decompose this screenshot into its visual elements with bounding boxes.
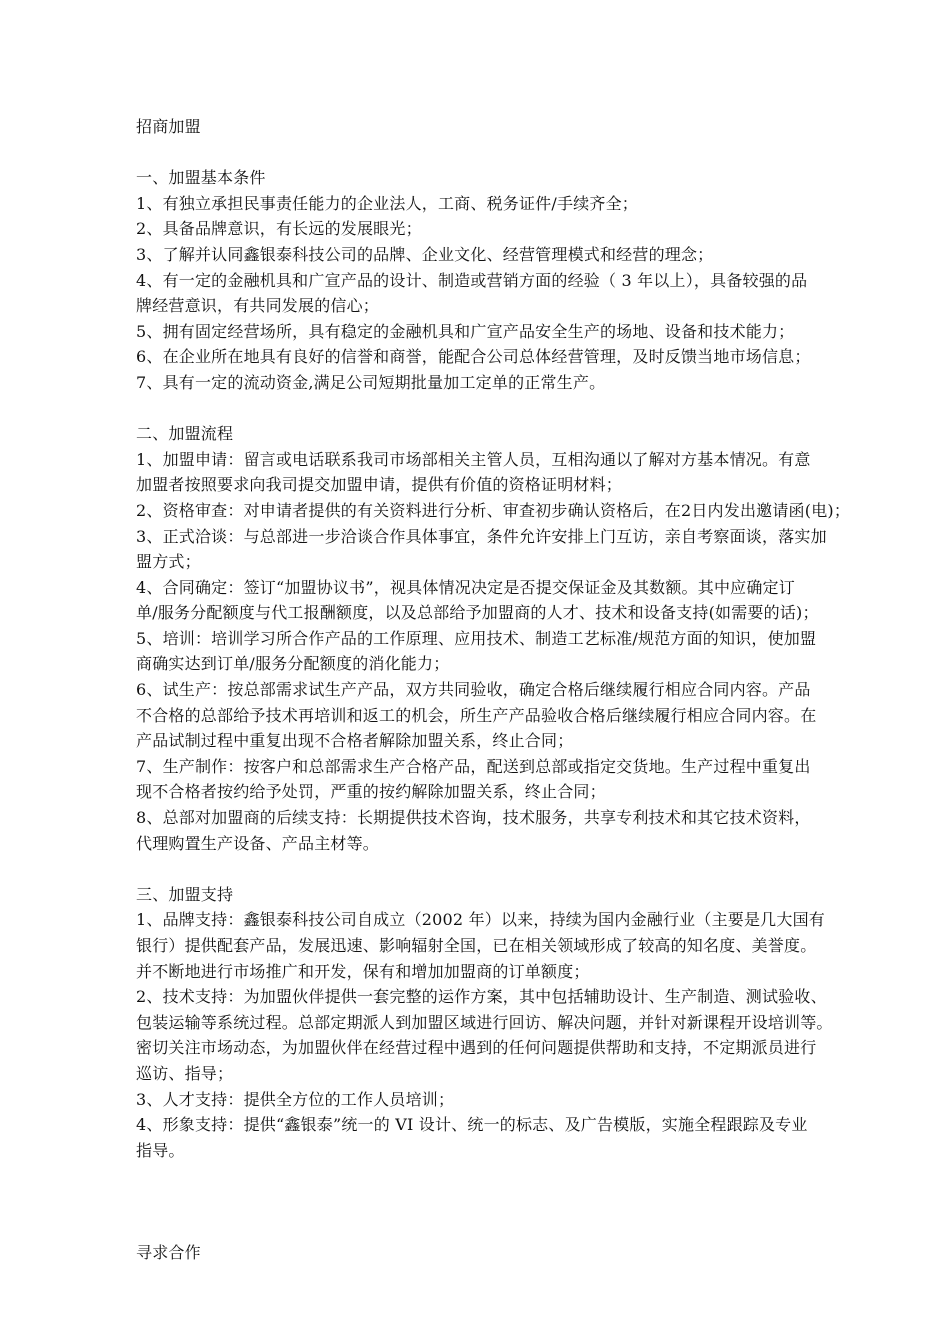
paragraph-line: 1、加盟申请：留言或电话联系我司市场部相关主管人员，互相沟通以了解对方基本情况。有意 xyxy=(136,449,811,469)
paragraph-line: 代理购置生产设备、产品主材等。 xyxy=(136,833,380,853)
paragraph-line: 7、生产制作：按客户和总部需求生产合格产品，配送到总部或指定交货地。生产过程中重复出 xyxy=(136,756,811,776)
paragraph-line: 不合格的总部给予技术再培训和返工的机会，所生产产品验收合格后继续履行相应合同内容。在 xyxy=(136,705,817,725)
paragraph-line: 3、人才支持：提供全方位的工作人员培训； xyxy=(136,1089,455,1109)
paragraph-line: 巡访、指导； xyxy=(136,1063,234,1083)
section-heading: 三、加盟支持 xyxy=(136,884,234,904)
paragraph-line: 加盟者按照要求向我司提交加盟申请，提供有价值的资格证明材料； xyxy=(136,475,623,495)
spacer xyxy=(136,1163,846,1214)
paragraph-line: 6、在企业所在地具有良好的信誉和商誉，能配合公司总体经营管理，及时反馈当地市场信息； xyxy=(136,347,811,367)
paragraph-line: 1、品牌支持：鑫银泰科技公司自成立（2002 年）以来，持续为国内金融行业（主要是几大国有 xyxy=(136,910,825,930)
spacer xyxy=(136,856,846,882)
paragraph-line: 并不断地进行市场推广和开发，保有和增加加盟商的订单额度； xyxy=(136,961,590,981)
paragraph-line: 商确实达到订单/服务分配额度的消化能力； xyxy=(136,654,450,674)
footer-title: 寻求合作 xyxy=(136,1243,201,1263)
paragraph-line: 2、技术支持：为加盟伙伴提供一套完整的运作方案，其中包括辅助设计、生产制造、测试验收、 xyxy=(136,987,827,1007)
document-body xyxy=(136,114,851,1266)
paragraph-line: 8、总部对加盟商的后续支持：长期提供技术咨询，技术服务，共享专利技术和其它技术资料， xyxy=(136,808,811,828)
spacer xyxy=(136,396,846,422)
paragraph-line: 指导。 xyxy=(136,1140,185,1160)
paragraph-line: 现不合格者按约给予处罚，严重的按约解除加盟关系，终止合同； xyxy=(136,782,606,802)
paragraph-line: 3、了解并认同鑫银泰科技公司的品牌、企业文化、经营管理模式和经营的理念； xyxy=(136,244,714,264)
paragraph-line: 密切关注市场动态，为加盟伙伴在经营过程中遇到的任何问题提供帮助和支持，不定期派员进行 xyxy=(136,1038,817,1058)
paragraph-line: 3、正式洽谈：与总部进一步洽谈合作具体事宜，条件允许安排上门互访，亲自考察面谈，落实加 xyxy=(136,526,827,546)
paragraph-line: 单/服务分配额度与代工报酬额度，以及总部给予加盟商的人才、技术和设备支持(如需要的话)； xyxy=(136,603,819,623)
paragraph-line: 银行）提供配套产品，发展迅速、影响辐射全国，已在相关领域形成了较高的知名度、美誉度。 xyxy=(136,936,817,955)
spacer xyxy=(136,1215,846,1241)
paragraph-line: 5、拥有固定经营场所，具有稳定的金融机具和广宣产品安全生产的场地、设备和技术能力； xyxy=(136,321,795,341)
paragraph-line: 2、具备品牌意识，有长远的发展眼光； xyxy=(136,219,422,239)
paragraph-line: 4、合同确定：签订“加盟协议书”，视具体情况决定是否提交保证金及其数额。其中应确定订 xyxy=(136,577,795,597)
section-basic-conditions xyxy=(136,165,846,395)
section-support xyxy=(136,882,846,1164)
paragraph-line: 牌经营意识，有共同发展的信心； xyxy=(136,296,380,316)
section-heading: 二、加盟流程 xyxy=(136,424,234,444)
paragraph-line: 4、有一定的金融机具和广宣产品的设计、制造或营销方面的经验（ 3 年以上），具备较强的品 xyxy=(136,270,808,290)
document-title: 招商加盟 xyxy=(136,117,201,136)
section-process xyxy=(136,421,851,856)
paragraph-line: 包装运输等系统过程。总部定期派人到加盟区域进行回访、解决问题，并针对新课程开设培训等。 xyxy=(136,1012,833,1032)
paragraph-line: 7、具有一定的流动资金,满足公司短期批量加工定单的正常生产。 xyxy=(136,372,606,392)
paragraph-line: 5、培训：培训学习所合作产品的工作原理、应用技术、制造工艺标准/规范方面的知识，使加盟 xyxy=(136,628,817,648)
spacer xyxy=(136,140,846,166)
paragraph-line: 1、有独立承担民事责任能力的企业法人，工商、税务证件/手续齐全； xyxy=(136,193,638,213)
paragraph-line: 盟方式； xyxy=(136,552,201,572)
paragraph-line: 2、资格审查：对申请者提供的有关资料进行分析、审查初步确认资格后，在2日内发出邀请函(电)； xyxy=(136,500,851,520)
section-heading: 一、加盟基本条件 xyxy=(136,168,266,188)
paragraph-line: 产品试制过程中重复出现不合格者解除加盟关系，终止合同； xyxy=(136,731,574,751)
paragraph-line: 4、形象支持：提供“鑫银泰”统一的 VI 设计、统一的标志、及广告模版，实施全程跟踪及专业 xyxy=(136,1115,808,1135)
paragraph-line: 6、试生产：按总部需求试生产产品，双方共同验收，确定合格后继续履行相应合同内容。产品 xyxy=(136,680,811,700)
